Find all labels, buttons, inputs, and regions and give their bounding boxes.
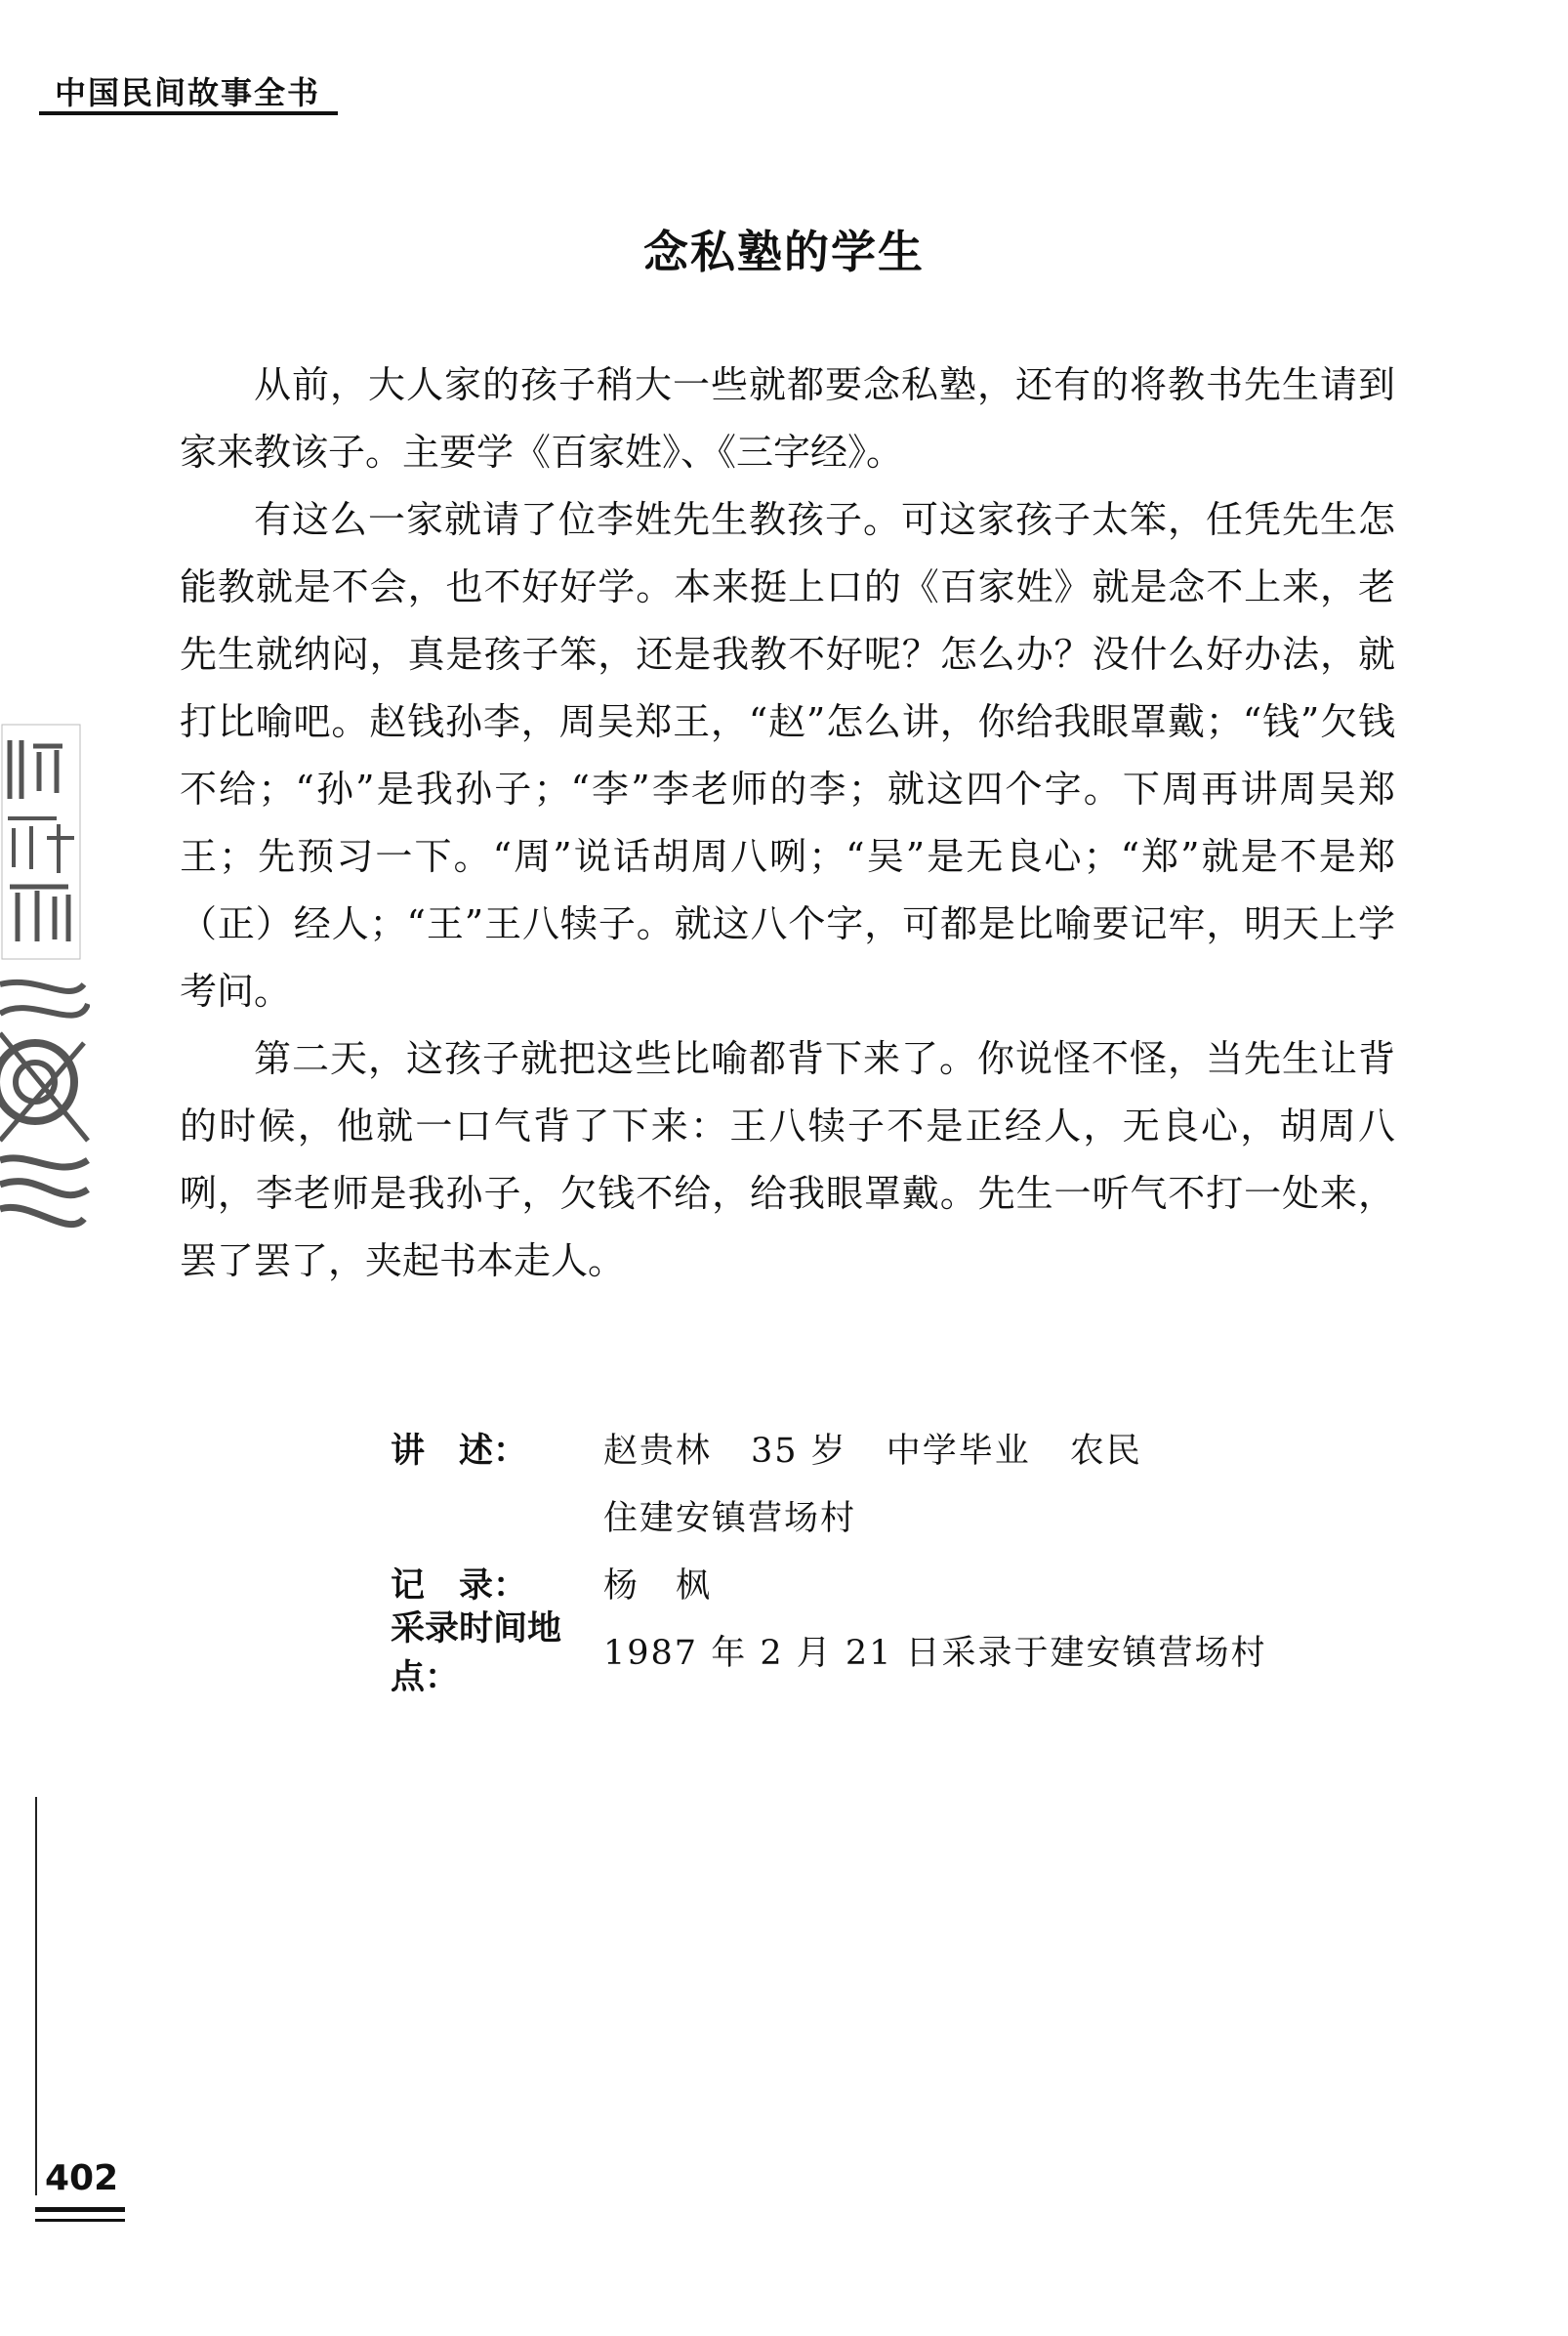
page-number: 402: [45, 2158, 119, 2198]
narrator-row: [391, 1414, 1406, 1481]
paragraph-3: 第二天，这孩子就把这些比喻都背下来了。你说怪不怪，当先生让背的时候，他就一口气背了下来：王八犊子不是正经人，无良心，胡周八咧，李老师是我孙子，欠钱不给，给我眼罩戴。先生一听气不打一处来，罢了罢了，夹起书本走人。: [180, 1037, 1395, 1282]
side-decoration-graphic: [0, 691, 90, 1277]
story-title: 念私塾的学生: [643, 226, 925, 278]
narrator-label: 讲 述：: [391, 1431, 528, 1471]
narrator-address: 住建安镇营场村: [603, 1498, 857, 1538]
time-place-label: 采录时间地点：: [391, 1608, 562, 1697]
paragraph-1: 从前，大人家的孩子稍大一些就都要念私塾，还有的将教书先生请到家来教该子。主要学《百家姓》、《三字经》。: [180, 363, 1395, 474]
footer-rule: [35, 2207, 125, 2212]
running-head-rule: [39, 111, 338, 115]
recorder-name: 杨 枫: [603, 1565, 713, 1606]
narrator-occupation: 农民: [1069, 1431, 1142, 1471]
recorder-label: 记 录：: [391, 1565, 528, 1606]
footer-rule-secondary: [35, 2219, 125, 2222]
narrator-age: 35 岁: [751, 1431, 847, 1471]
paragraph-2: 有这么一家就请了位李姓先生教孩子。可这家孩子太笨，任凭先生怎能教就是不会，也不好好学。本来挺上口的《百家姓》就是念不上来，老先生就纳闷，真是孩子笨，还是我教不好呢？怎么办？没什么好办法，就打比喻吧。赵钱孙李，周吴郑王，“赵”怎么讲，你给我眼罩戴；“钱”欠钱不给；“孙”是我孙子；“李”李老师的李；就这四个字。下周再讲周吴郑王；先预习一下。“周”说话胡周八咧；“吴”是无良心；“郑”就是不是郑（正）经人；“王”王八犊子。就这八个字，可都是比喻要记牢，明天上学考问。: [180, 498, 1395, 1013]
running-head-title: 中国民间故事全书: [55, 74, 321, 111]
time-place-value: 1987 年 2 月 21 日采录于建安镇营场村: [603, 1633, 1267, 1673]
narrator-address-row: [391, 1481, 1406, 1549]
time-place-row: [391, 1608, 1406, 1697]
narrator-info: [603, 1424, 1181, 1473]
narrator-education: 中学毕业: [886, 1431, 1031, 1471]
credits-block: [391, 1414, 1406, 1697]
left-margin-rule: [35, 1797, 37, 2195]
story-body: [180, 352, 1395, 1295]
narrator-name: 赵贵林: [603, 1431, 713, 1471]
